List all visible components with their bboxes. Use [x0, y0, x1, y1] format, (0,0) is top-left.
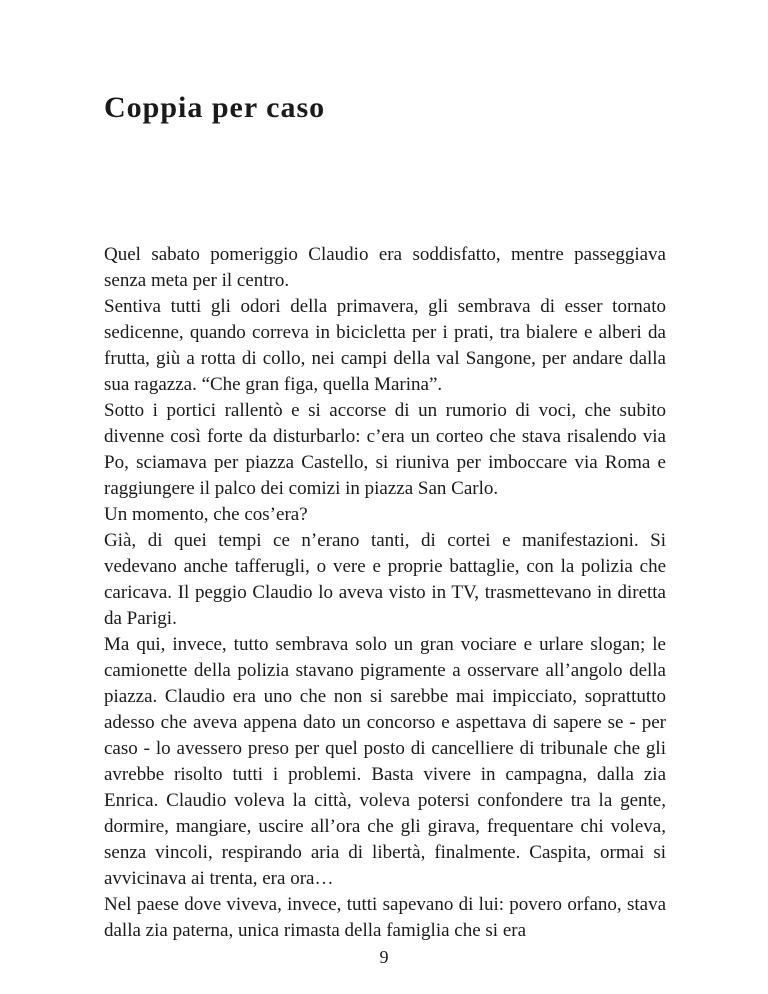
page-number: 9: [379, 947, 389, 967]
paragraph: Nel paese dove viveva, invece, tutti sapevano di lui: povero orfano, stava dalla zia paterna, unica rimasta della famiglia che si era: [104, 894, 666, 941]
paragraph: Un momento, che cos’era?: [104, 504, 308, 525]
paragraph: Ma qui, invece, tutto sembrava solo un gran vociare e urlare slogan; le camionette della polizia stavano pigramente a osservare all’angolo della piazza. Claudio era uno che non si sarebbe mai impicciato, soprattutto adesso che aveva appena dato un concorso e aspettava di sapere se - per caso - lo avessero preso per quel posto di cancelliere di tribunale che gli avrebbe risolto tutti i problemi. Basta vivere in campagna, dalla zia Enrica. Claudio voleva la città, voleva potersi confondere tra la gente, dormire, mangiare, uscire all’ora che gli girava, frequentare chi voleva, senza vincoli, respirando aria di libertà, finalmente. Caspita, ormai si avvicinava ai trenta, era ora…: [104, 634, 666, 889]
paragraph: Già, di quei tempi ce n’erano tanti, di cortei e manifestazioni. Si vedevano anche tafferugli, o vere e proprie battaglie, con la polizia che caricava. Il peggio Claudio lo aveva visto in TV, trasmettevano in diretta da Parigi.: [104, 530, 666, 629]
chapter-title: Coppia per caso: [104, 91, 326, 124]
paragraph: Sotto i portici rallentò e si accorse di un rumorio di voci, che subito divenne così forte da disturbarlo: c’era un corteo che stava risalendo via Po, sciamava per piazza Castello, si riuniva per imboccare via Roma e raggiungere il palco dei comizi in piazza San Carlo.: [104, 400, 666, 499]
paragraph: Sentiva tutti gli odori della primavera, gli sembrava di esser tornato sedicenne, quando correva in bicicletta per i prati, tra bialere e alberi da frutta, giù a rotta di collo, nei campi della val Sangone, per andare dalla sua ragazza. “Che gran figa, quella Marina”.: [104, 296, 666, 395]
body-text: [104, 242, 666, 944]
paragraph: Quel sabato pomeriggio Claudio era soddisfatto, mentre passeggiava senza meta per il centro.: [104, 244, 666, 291]
